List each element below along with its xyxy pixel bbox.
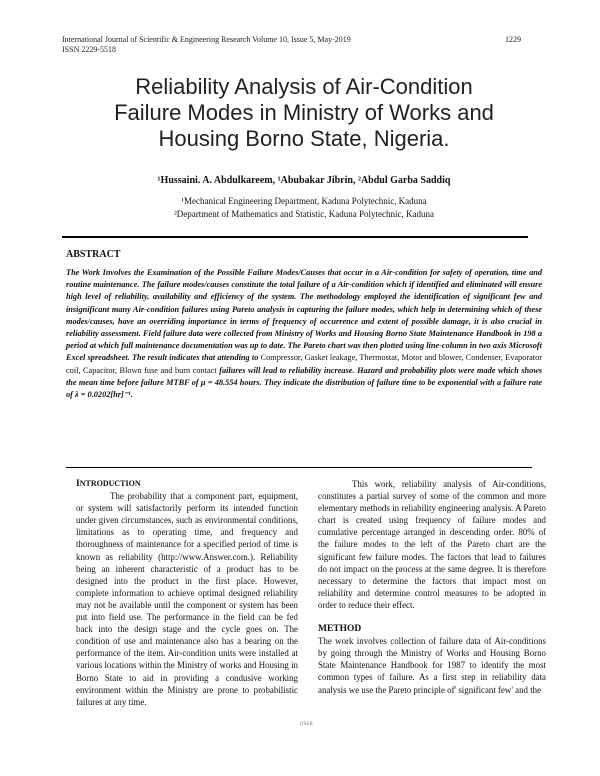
- affiliation-2: ²Department of Mathematics and Statistic, Kaduna Polytechnic, Kaduna: [174, 209, 434, 219]
- running-header: [62, 35, 351, 55]
- left-column: [76, 478, 298, 708]
- intro-heading-initial: I: [76, 479, 80, 489]
- scope-paragraph: This work, reliability analysis of Air-conditions, constitutes a partial survey of some of the common and more elementary methods in reliability engineering analysis. A Pareto chart is created using frequency of failure modes and cumulative percentage arranged in descending order. 80% of the failure modes to the left of the Pareto chart are the significant few failure modes. The factors that lead to failures do not impact on the process at the same degree. It is therefore necessary to determine the factors that impact most on reliability and determine control measures to be adopted in order to reduce their effect.: [318, 479, 546, 610]
- abstract-text-3: failures will lead to reliability increase. Hazard and probability plots were made which shows the mean time before failure MTBF of μ = 48.554 hours. They indicate the distribution of failure time to be exponential with a failure rate of λ = 0.0202[hr]⁻¹.: [66, 365, 542, 400]
- abstract-heading: ABSTRACT: [66, 249, 121, 260]
- abstract-top-rule: [62, 236, 528, 238]
- watermark: IJSER: [300, 722, 313, 727]
- title-line-3: Housing Borno State, Nigeria.: [158, 126, 450, 151]
- method-paragraph: The work involves collection of failure data of Air-conditions by going through the Ministry of Works and Housing Borno State Maintenance Handbook for 1987 to identify the most common types of failure. As a first step in reliability data analysis we use the Pareto principle of' significant few' and the: [318, 636, 546, 695]
- affiliation-1: ¹Mechanical Engineering Department, Kaduna Polytechnic, Kaduna: [181, 196, 427, 206]
- abstract-body: [66, 267, 542, 401]
- issn: ISSN 2229-5518: [62, 45, 117, 54]
- journal-line: International Journal of Scientific & Engineering Research Volume 10, Issue 5, May-2019: [62, 35, 351, 44]
- method-heading: METHOD: [318, 624, 362, 635]
- page-number: 1229: [505, 35, 521, 44]
- abstract-text-1: The Work Involves the Examination of the Possible Failure Modes/Causes that occur in a Air-condition for safety of operation, time and routine maintenance. The failure modes/causes constitute the total failure of a Air-condition which if identified and eliminated will ensure high level of reliability, availability and efficiency of the system. The methodology employed the identification of significant few and insignificant many Air-condition failures using Pareto analysis in capturing the failure modes, which help in determining which of these modes/causes, have an overriding importance in terms of frequency of occurrence and extent of possible damage, it is also crucial in reliability assessment. Field failure data were collected from Ministry of Works and Housing Borno State Maintenance Handbook in 198 a period at which full maintenance documentation was up to date. The Pareto chart was then plotted using line-column in two axis Microsoft Excel spreadsheet. The result indicates that attending to: [66, 268, 542, 363]
- paper-title: [60, 74, 548, 152]
- author-list: ¹Hussaini. A. Abdulkareem, ¹Abubakar Jibrin, ²Abdul Garba Saddiq: [157, 175, 451, 186]
- abstract-bottom-rule: [66, 467, 532, 468]
- right-column: [318, 478, 546, 696]
- title-line-1: Reliability Analysis of Air-Condition: [135, 74, 473, 99]
- title-line-2: Failure Modes in Ministry of Works and: [114, 100, 494, 125]
- intro-heading-rest: NTRODUCTION: [79, 479, 141, 488]
- introduction-heading: [76, 478, 298, 490]
- introduction-paragraph: The probability that a component part, equipment, or system will satisfactorily perform its intended function under given circumstances, such as environmental conditions, limitations as to operating time, and frequency and thoroughness of maintenance for a specified period of time is known as reliability (http://www.Answer.com.). Reliability being an inherent characteristic of a product has to be designed into the product in the first place. However, complete information to achieve optimal designed reliability may not be available until the component or system has been put into field use. The performance in the field can be fed back into the design stage and the cycle goes on. The condition of use and maintenance also has a bearing on the performance of the item. Air-condition units were installed at various locations within the Ministry of works and Housing in Borno State to aid in providing a condusive working environment within the Ministry are prone to probabilistic failures at any time.: [76, 491, 298, 707]
- abstract-text-2: Compressor, Gasket leakage, Thermostat, Motor and blower, Condenser, Evaporator coil, Capacitor, Blown fuse and burn contact: [66, 353, 542, 375]
